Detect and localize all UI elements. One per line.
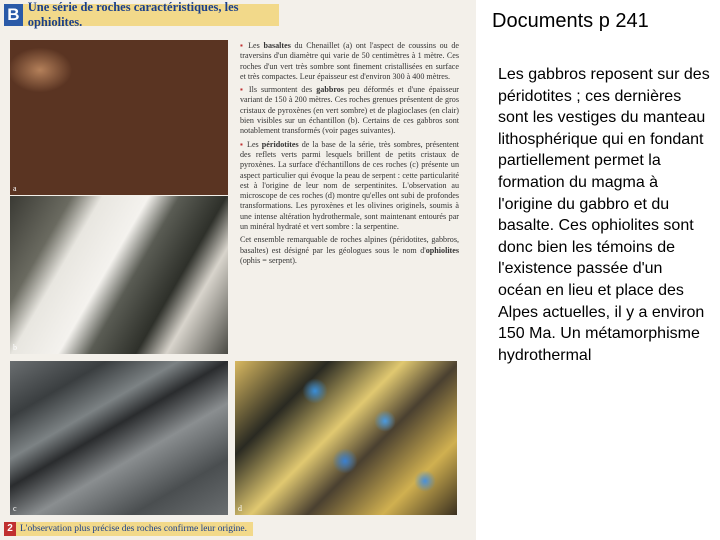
figure-caption [4, 522, 253, 536]
caption-number: 2 [4, 522, 16, 536]
photo-microscope [235, 361, 457, 515]
paragraph: ▪ Les basaltes du Chenaillet (a) ont l'aspect de coussins ou de traversins d'un diamètre qui varie de 50 centimètres à 1 mètre. Ces roches d'un vert très sombre sont finement cristallisées en surface et très compactes. Leur épaisseur est d'environ 300 à 400 mètres. [240, 41, 459, 81]
paragraph: Cet ensemble remarquable de roches alpines (péridotites, gabbros, basaltes) est désigné par les géologues sous le nom d'ophiolites (ophis = serpent). [240, 235, 459, 265]
slide-title: Documents p 241 [492, 10, 649, 32]
paragraph: ▪ Les péridotites de la base de la série, très sombres, présentent des reflets verts parmi lesquels brillent de petits cristaux de pyroxènes. La surface d'échantillons de ces roches (c) présente un aspect particulier qui évoque la peau de serpent : cette particularité est à l'origine de leur nom de serpentinites. L'observation au microscope de ces roches (d) montre qu'elles ont subi de profondes transformations. Les pyroxènes et les olivines originels, soumis à une intense altération hydrothermale, sont maintenant entourés par un minéral hydraté et vert sombre : la serpentine. [240, 139, 459, 232]
photo-basalt-pillows [10, 40, 228, 195]
slide-body-text: Les gabbros reposent sur des péridotites ; ces dernières sont les vestiges du manteau lithosphérique qui en fondant partiellement permet la formation du magma à l'origine du gabbro et du basalte. Ces ophiolites sont donc bien les témoins de l'existence passée d'un océan en lieu et place des Alpes actuelles, il y a environ 150 Ma. Un métamorphisme hydrothermal [498, 66, 710, 364]
photo-label: d [238, 504, 242, 513]
photo-label: c [13, 504, 17, 513]
section-header [4, 0, 279, 29]
photo-gabbro [10, 196, 228, 354]
section-letter: B [4, 4, 23, 26]
textbook-text [240, 41, 459, 269]
photo-serpentinite [10, 361, 228, 515]
photo-label: b [13, 343, 17, 352]
photo-label: a [13, 184, 17, 193]
paragraph: ▪ Ils surmontent des gabbros peu déformés et d'une épaisseur variant de 150 à 200 mètres. Ces roches grenues présentent de gros cristaux de pyroxènes (en vert sombre) et de plagioclases (en clair) bien visibles sur un échantillon (b). Certains de ces gabbros sont notablement transformés (voir pages suivantes). [240, 85, 459, 136]
section-title: Une série de roches caractéristiques, les ophiolites. [27, 0, 239, 29]
caption-text: L'observation plus précise des roches confirme leur origine. [20, 524, 247, 534]
